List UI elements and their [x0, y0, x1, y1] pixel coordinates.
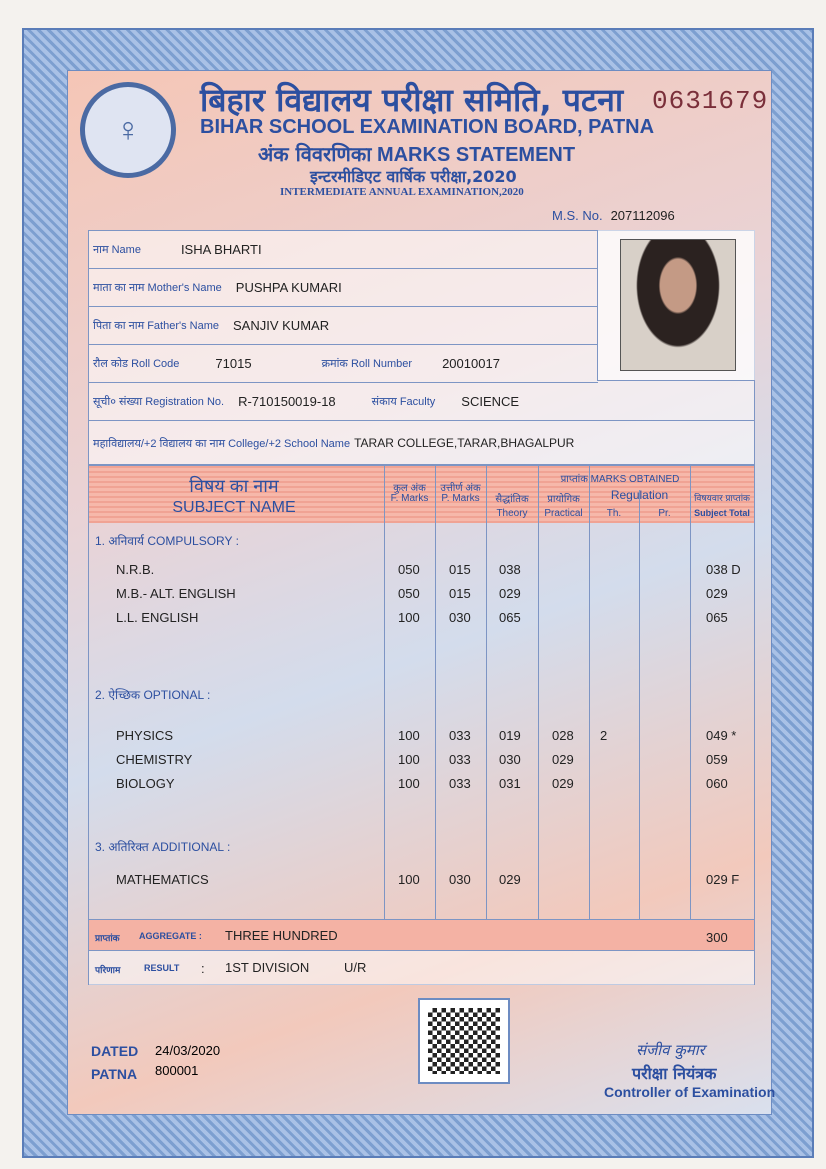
column-divider — [384, 466, 385, 919]
title-english: BIHAR SCHOOL EXAMINATION BOARD, PATNA — [200, 116, 655, 138]
aggregate-label-hi: प्राप्तांक — [95, 933, 120, 943]
cell-p: 030 — [449, 610, 471, 625]
cell-f: 100 — [398, 872, 420, 887]
photo-box — [597, 230, 755, 381]
result-extra: U/R — [344, 960, 367, 975]
cell-total: 038 D — [706, 562, 741, 577]
father-label: पिता का नाम Father's Name — [93, 320, 220, 332]
cell-total: 065 — [706, 610, 728, 625]
cell-f: 100 — [398, 776, 420, 791]
cell-practical: 029 — [552, 776, 574, 791]
reg-value: R-710150019-18 — [238, 394, 336, 409]
registration-row — [89, 383, 754, 421]
cell-total: 060 — [706, 776, 728, 791]
cell-theory: 030 — [499, 752, 521, 767]
college-row — [89, 421, 754, 465]
practical-header: Practical — [544, 508, 583, 519]
faculty-value: SCIENCE — [461, 394, 520, 409]
place-label: PATNA — [91, 1066, 138, 1082]
marks-obtained-header: प्राप्तांक MARKS OBTAINED — [560, 474, 680, 485]
fmarks-header-hi: कुल अंक — [393, 483, 426, 494]
result-value: 1ST DIVISION — [225, 960, 310, 975]
cell-subject: N.R.B. — [116, 562, 155, 577]
column-divider — [538, 466, 539, 919]
result-row — [89, 951, 754, 985]
cell-total: 029 F — [706, 872, 740, 887]
controller-english: Controller of Examination — [604, 1084, 776, 1100]
cell-f: 100 — [398, 610, 420, 625]
theory-header: Theory — [496, 508, 528, 519]
theory-header-hi: सैद्धांतिक — [495, 494, 529, 505]
cell-p: 033 — [449, 752, 471, 767]
cell-th: 2 — [600, 728, 608, 743]
cell-practical: 029 — [552, 752, 574, 767]
serial-number: 0631679 — [652, 86, 769, 116]
exam-english: INTERMEDIATE ANNUAL EXAMINATION,2020 — [280, 186, 524, 198]
cell-f: 050 — [398, 586, 420, 601]
controller-hindi: परीक्षा नियंत्रक — [632, 1064, 717, 1083]
dated-label: DATED — [91, 1043, 139, 1059]
ms-value: 207112096 — [610, 208, 675, 223]
cell-subject: MATHEMATICS — [116, 872, 209, 887]
aggregate-row — [89, 919, 754, 951]
mother-value: PUSHPA KUMARI — [235, 280, 342, 295]
cell-subject: CHEMISTRY — [116, 752, 193, 767]
reg-label: सूची० संख्या Registration No. — [93, 396, 225, 408]
roll-code-label: रौल कोड Roll Code — [93, 358, 180, 370]
practical-header-hi: प्रायोगिक — [547, 494, 580, 505]
result-colon: : — [201, 961, 205, 976]
result-label: RESULT — [144, 963, 180, 973]
cell-theory: 019 — [499, 728, 521, 743]
roll-row — [89, 345, 598, 383]
name-row — [89, 231, 598, 269]
cell-practical: 028 — [552, 728, 574, 743]
cell-p: 015 — [449, 586, 471, 601]
ms-label: M.S. No. — [552, 208, 603, 223]
roll-code-value: 71015 — [215, 356, 252, 371]
statement-english: MARKS STATEMENT — [376, 144, 576, 166]
result-label-hi: परिणाम — [95, 965, 121, 975]
cell-theory: 029 — [499, 872, 521, 887]
pin-value: 800001 — [155, 1063, 199, 1078]
cell-theory: 038 — [499, 562, 521, 577]
name-value: ISHA BHARTI — [180, 242, 262, 257]
cell-f: 050 — [398, 562, 420, 577]
total-header: Subject Total — [694, 508, 750, 518]
cell-subject: L.L. ENGLISH — [116, 610, 199, 625]
faculty-label: संकाय Faculty — [371, 396, 436, 408]
statement-title — [258, 140, 575, 167]
subject-header: SUBJECT NAME — [172, 499, 296, 516]
section-optional: 2. ऐच्छिक OPTIONAL : — [95, 688, 211, 702]
cell-f: 100 — [398, 728, 420, 743]
column-divider — [639, 490, 640, 919]
column-divider — [589, 466, 590, 919]
cell-total: 059 — [706, 752, 728, 767]
ms-number — [552, 208, 675, 223]
column-divider — [690, 466, 691, 919]
th-header: Th. — [606, 508, 622, 519]
roll-no-label: क्रमांक Roll Number — [321, 358, 413, 370]
pr-header: Pr. — [658, 508, 671, 519]
subject-header-hi: विषय का नाम — [189, 476, 279, 496]
name-label: नाम Name — [93, 244, 141, 256]
college-value: TARAR COLLEGE,TARAR,BHAGALPUR — [354, 436, 575, 450]
aggregate-words: THREE HUNDRED — [225, 928, 338, 943]
father-row — [89, 307, 598, 345]
cell-subject: BIOLOGY — [116, 776, 175, 791]
cell-subject: M.B.- ALT. ENGLISH — [116, 586, 236, 601]
cell-p: 015 — [449, 562, 471, 577]
cell-theory: 065 — [499, 610, 521, 625]
section-compulsory: 1. अनिवार्य COMPULSORY : — [95, 534, 239, 548]
signature: संजीव कुमार — [636, 1041, 705, 1059]
cell-total: 049 * — [706, 728, 737, 743]
cell-p: 030 — [449, 872, 471, 887]
roll-no-value: 20010017 — [442, 356, 500, 371]
pmarks-header: P. Marks — [441, 493, 480, 504]
pmarks-header-hi: उत्तीर्ण अंक — [440, 483, 481, 494]
cell-p: 033 — [449, 728, 471, 743]
board-seal-icon: ♀ — [80, 82, 176, 178]
mother-label: माता का नाम Mother's Name — [93, 282, 222, 294]
father-value: SANJIV KUMAR — [233, 318, 330, 333]
statement-hindi: अंक विवरणिका — [258, 142, 372, 166]
cell-theory: 031 — [499, 776, 521, 791]
marks-table — [88, 465, 755, 985]
mother-row — [89, 269, 598, 307]
column-divider — [486, 466, 487, 919]
aggregate-value: 300 — [706, 930, 728, 945]
total-header-hi: विषयवार प्राप्तांक — [694, 493, 750, 503]
qr-code-icon — [418, 998, 510, 1084]
aggregate-label: AGGREGATE : — [139, 931, 202, 941]
title-hindi: बिहार विद्यालय परीक्षा समिति, पटना — [200, 81, 624, 119]
cell-subject: PHYSICS — [116, 728, 174, 743]
cell-theory: 029 — [499, 586, 521, 601]
cell-p: 033 — [449, 776, 471, 791]
college-label: महाविद्यालय/+2 विद्यालय का नाम College/+2 School Name — [93, 437, 351, 450]
column-divider — [435, 466, 436, 919]
student-photo — [620, 239, 736, 371]
section-additional: 3. अतिरिक्त ADDITIONAL : — [95, 840, 231, 854]
cell-f: 100 — [398, 752, 420, 767]
regulation-header: Regulation — [610, 488, 669, 502]
exam-hindi: इन्टरमीडिएट वार्षिक परीक्षा,2020 — [310, 167, 517, 186]
fmarks-header: F. Marks — [390, 493, 429, 504]
date-value: 24/03/2020 — [155, 1043, 221, 1058]
cell-total: 029 — [706, 586, 728, 601]
